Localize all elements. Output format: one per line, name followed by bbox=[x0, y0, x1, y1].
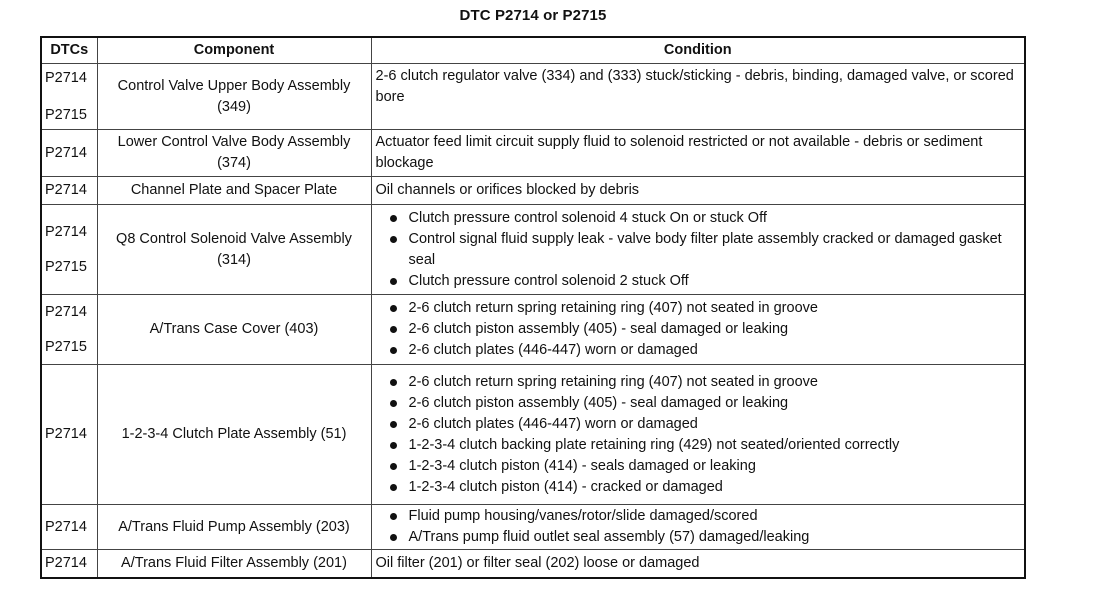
condition-item: Fluid pump housing/vanes/rotor/slide damaged/scored bbox=[376, 506, 1021, 527]
condition-item: Clutch pressure control solenoid 2 stuck Off bbox=[376, 271, 1021, 292]
condition-item: 2-6 clutch plates (446-447) worn or damaged bbox=[376, 414, 1021, 435]
component-cell: A/Trans Fluid Pump Assembly (203) bbox=[97, 505, 371, 550]
header-condition: Condition bbox=[371, 37, 1025, 64]
component-cell: 1-2-3-4 Clutch Plate Assembly (51) bbox=[97, 365, 371, 505]
table-row bbox=[41, 130, 1025, 177]
dtc-cell bbox=[41, 205, 97, 295]
condition-cell: Oil filter (201) or filter seal (202) loose or damaged bbox=[371, 550, 1025, 579]
condition-item: 2-6 clutch return spring retaining ring (407) not seated in groove bbox=[376, 298, 1021, 319]
component-cell: Control Valve Upper Body Assembly (349) bbox=[97, 64, 371, 130]
condition-cell bbox=[371, 205, 1025, 295]
table-row bbox=[41, 295, 1025, 365]
component-cell: Q8 Control Solenoid Valve Assembly (314) bbox=[97, 205, 371, 295]
condition-item: A/Trans pump fluid outlet seal assembly (57) damaged/leaking bbox=[376, 527, 1021, 548]
component-cell: Lower Control Valve Body Assembly (374) bbox=[97, 130, 371, 177]
dtc-cell: P2714 bbox=[41, 550, 97, 579]
condition-list bbox=[376, 208, 1021, 292]
dtc-code: P2715 bbox=[45, 338, 87, 355]
condition-item: Clutch pressure control solenoid 4 stuck On or stuck Off bbox=[376, 208, 1021, 229]
condition-cell bbox=[371, 505, 1025, 550]
dtc-code: P2714 bbox=[45, 303, 87, 320]
condition-list bbox=[376, 506, 1021, 548]
condition-list bbox=[376, 298, 1021, 361]
component-cell: A/Trans Case Cover (403) bbox=[97, 295, 371, 365]
condition-item: 2-6 clutch piston assembly (405) - seal damaged or leaking bbox=[376, 393, 1021, 414]
condition-item: Control signal fluid supply leak - valve body filter plate assembly cracked or damaged gasket seal bbox=[376, 229, 1021, 271]
condition-item: 2-6 clutch return spring retaining ring (407) not seated in groove bbox=[376, 372, 1021, 393]
dtc-cell: P2714 bbox=[41, 177, 97, 205]
condition-cell bbox=[371, 295, 1025, 365]
table-row bbox=[41, 177, 1025, 205]
condition-item: 2-6 clutch piston assembly (405) - seal damaged or leaking bbox=[376, 319, 1021, 340]
dtc-cell: P2714 bbox=[41, 505, 97, 550]
table-row bbox=[41, 64, 1025, 130]
header-component: Component bbox=[97, 37, 371, 64]
dtc-cell bbox=[41, 64, 97, 130]
table-header-row bbox=[41, 37, 1025, 64]
dtc-code: P2715 bbox=[45, 106, 87, 123]
dtc-condition-table bbox=[40, 36, 1026, 579]
condition-item: 1-2-3-4 clutch piston (414) - cracked or damaged bbox=[376, 477, 1021, 498]
table-row bbox=[41, 205, 1025, 295]
dtc-code: P2715 bbox=[45, 258, 87, 275]
condition-item: 1-2-3-4 clutch piston (414) - seals damaged or leaking bbox=[376, 456, 1021, 477]
condition-cell: Oil channels or orifices blocked by debris bbox=[371, 177, 1025, 205]
condition-item: 2-6 clutch plates (446-447) worn or damaged bbox=[376, 340, 1021, 361]
dtc-cell: P2714 bbox=[41, 365, 97, 505]
table-row bbox=[41, 550, 1025, 579]
dtc-cell: P2714 bbox=[41, 130, 97, 177]
table-row bbox=[41, 505, 1025, 550]
condition-item: 1-2-3-4 clutch backing plate retaining ring (429) not seated/oriented correctly bbox=[376, 435, 1021, 456]
component-cell: Channel Plate and Spacer Plate bbox=[97, 177, 371, 205]
header-dtcs: DTCs bbox=[41, 37, 97, 64]
dtc-code: P2714 bbox=[45, 223, 87, 240]
condition-cell bbox=[371, 365, 1025, 505]
condition-cell: Actuator feed limit circuit supply fluid to solenoid restricted or not available - debris or sediment blockage bbox=[371, 130, 1025, 177]
table-row bbox=[41, 365, 1025, 505]
condition-list bbox=[376, 372, 1021, 498]
condition-cell: 2-6 clutch regulator valve (334) and (333) stuck/sticking - debris, binding, damaged valve, or scored bore bbox=[371, 64, 1025, 130]
dtc-code: P2714 bbox=[45, 69, 87, 86]
dtc-cell bbox=[41, 295, 97, 365]
component-cell: A/Trans Fluid Filter Assembly (201) bbox=[97, 550, 371, 579]
page-title: DTC P2714 or P2715 bbox=[459, 7, 607, 24]
